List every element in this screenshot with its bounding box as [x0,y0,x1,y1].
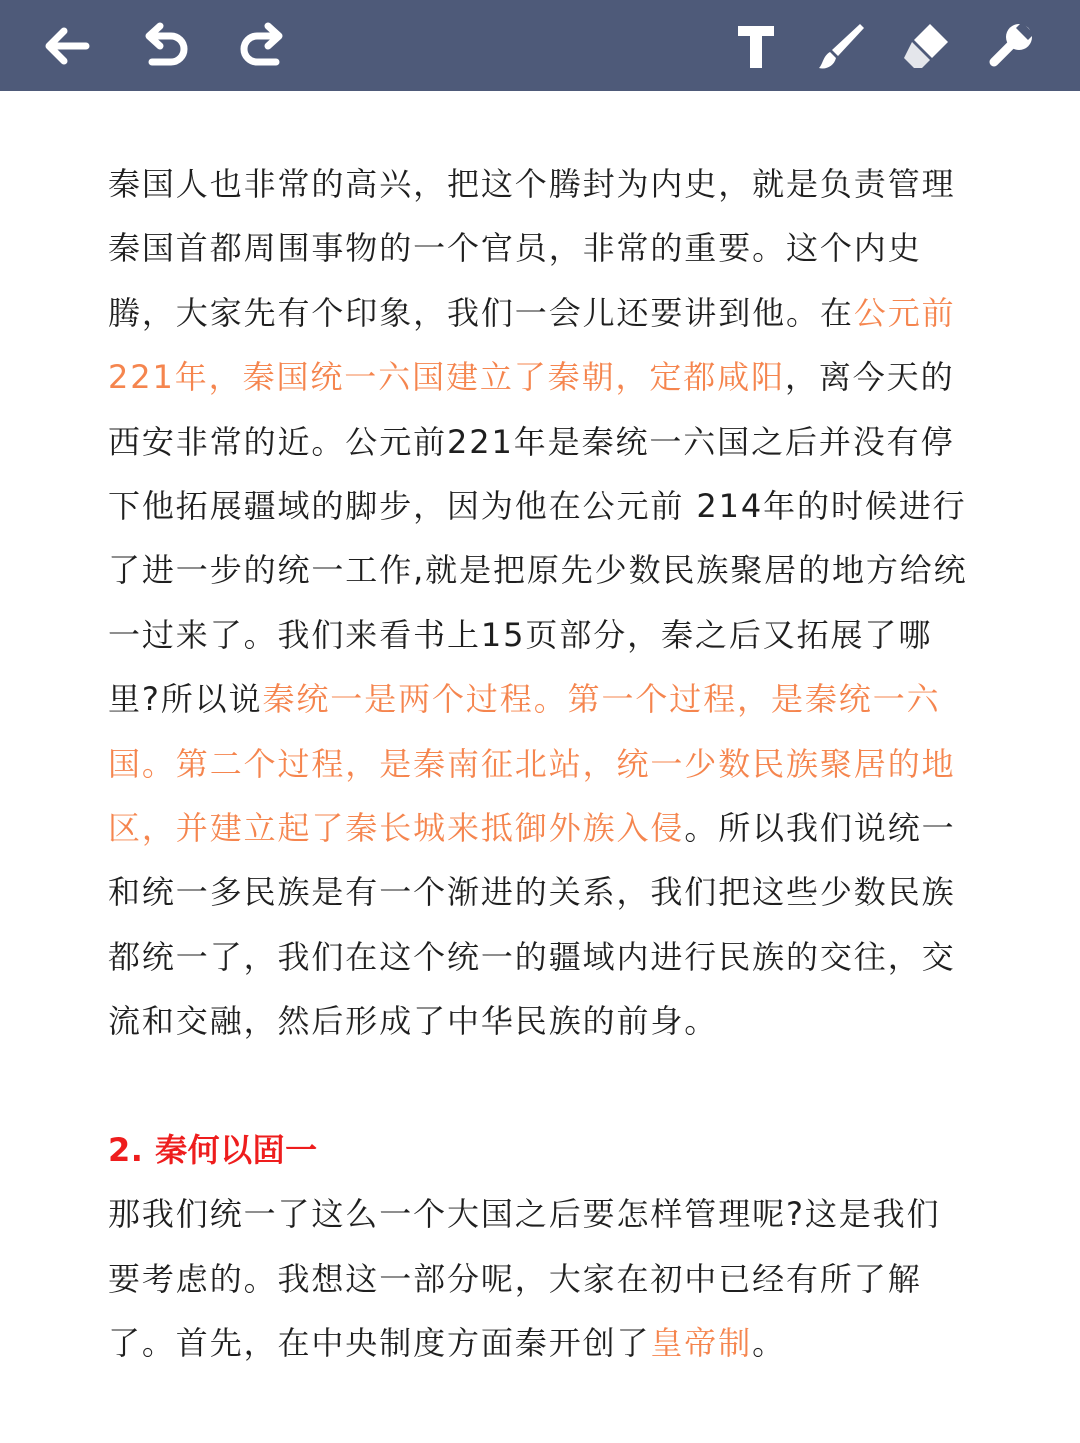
paragraph-text: 。 [752,1323,787,1362]
top-toolbar [0,0,1080,91]
paragraph [108,1182,974,1375]
redo-icon [234,18,290,74]
eraser-icon [898,18,954,74]
brush-icon [814,18,870,74]
highlighted-text: 皇帝制 [650,1323,753,1362]
undo-icon [138,18,194,74]
paragraph-text: 。所以我们说统一和统一多民族是有一个渐进的关系，我们把这些少数民族都统一了，我们在这个统一的疆域内进行民族的交往，交流和交融，然后形成了中华民族的前身。 [108,809,956,1041]
back-arrow-icon [38,18,94,74]
paragraph-text: 那我们统一了这么一个大国之后要怎样管理呢?这是我们要考虑的。我想这一部分呢，大家在初中已经有所了解了。首先，在中央制度方面秦开创了 [108,1195,941,1362]
wrench-icon [982,18,1038,74]
paragraph [108,152,974,1054]
text-tool-button[interactable] [720,10,792,82]
article-body [108,152,974,1375]
paragraph-text: ，离今天的西安非常的近。公元前221年是秦统一六国之后并没有停下他拓展疆域的脚步，因为他在公元前 214年的时候进行了进一步的统一工作,就是把原先少数民族聚居的地方给统一过来了。我们来看书上15页部分，秦之后又拓展了哪里?所以说 [108,358,968,719]
paragraph-text: 秦国人也非常的高兴，把这个腾封为内史，就是负责管理秦国首都周围事物的一个官员，非常的重要。这个内史腾，大家先有个印象，我们一会儿还要讲到他。在 [108,165,956,332]
brush-button[interactable] [806,10,878,82]
section-heading: 2. 秦何以固一 [108,1130,318,1169]
back-button[interactable] [30,10,102,82]
undo-button[interactable] [130,10,202,82]
redo-button[interactable] [226,10,298,82]
highlighted-text: 公元前221年，秦国统一六国建立了秦朝，定都咸阳 [108,293,956,397]
highlighted-text: 秦统一是两个过程。第一个过程，是秦统一六国。第二个过程，是秦南征北站，统一少数民族聚居的地区，并建立起了秦长城来抵御外族入侵 [108,680,956,848]
text-tool-icon [728,18,784,74]
settings-button[interactable] [974,10,1046,82]
eraser-button[interactable] [890,10,962,82]
